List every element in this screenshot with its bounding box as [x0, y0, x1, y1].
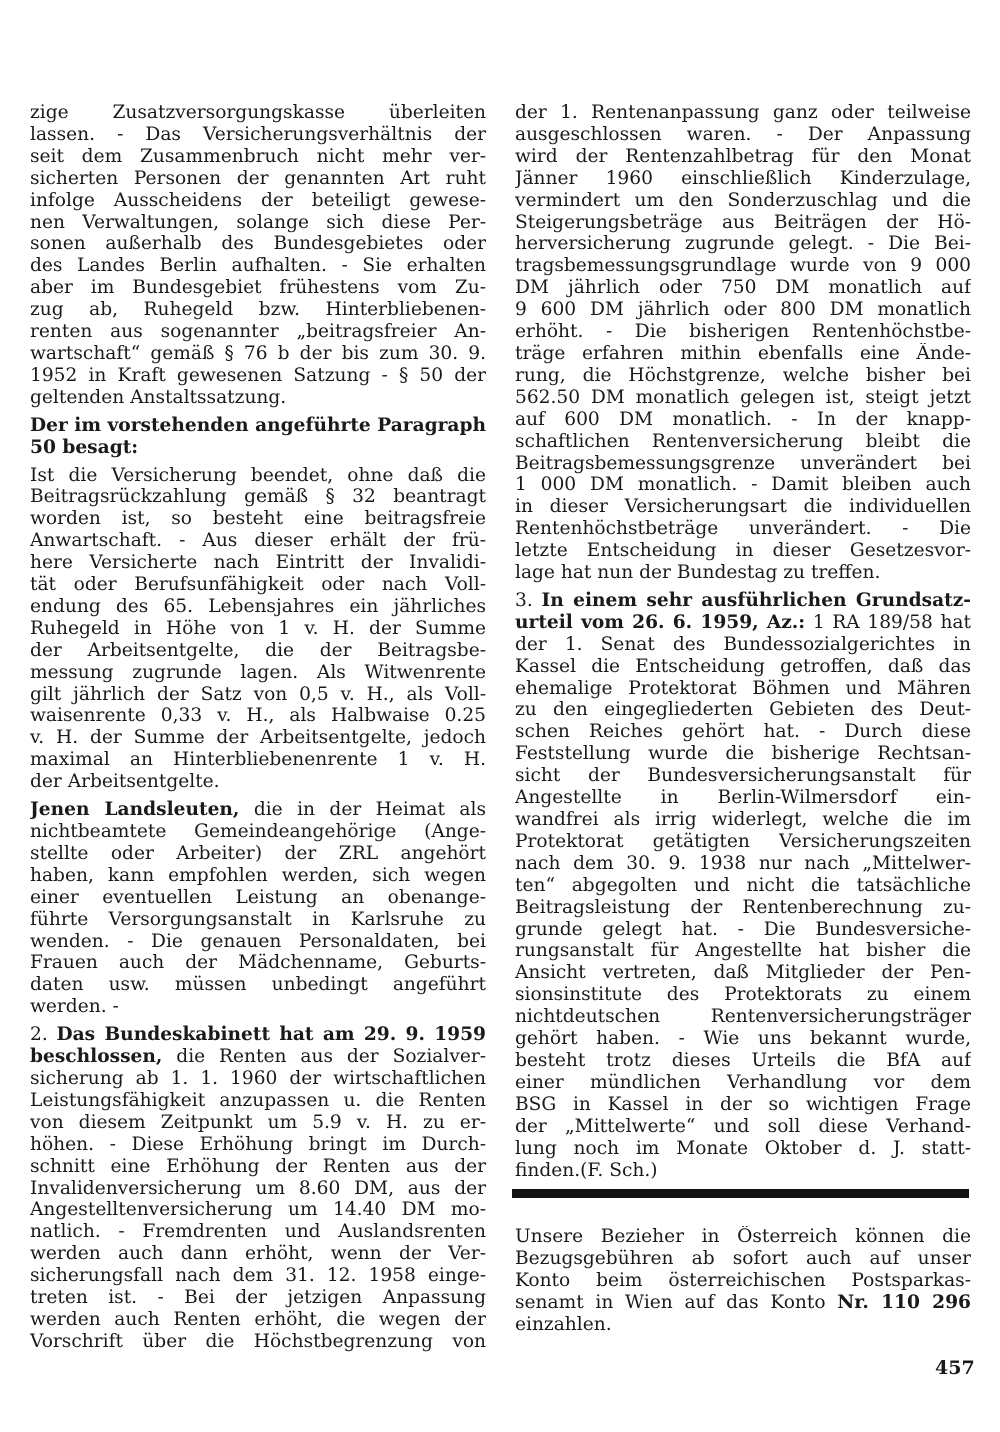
text-line: Ruhegeld in Höhe von 1 v. H. der Summe: [30, 617, 486, 639]
item-number: 3.: [515, 589, 542, 611]
text-line: der Arbeitsentgelte.: [30, 771, 220, 793]
text-line: Angestelltenversicherung um 14.40 DM mo-: [30, 1199, 486, 1221]
right-column: [515, 102, 971, 1187]
text-line: tät oder Berufsunfähigkeit oder nach Voll-: [30, 574, 486, 596]
text-line: sicherungsfall nach dem 31. 12. 1958 einge-: [30, 1265, 486, 1287]
text-line: lassen. - Das Versicherungsverhältnis der: [30, 123, 486, 145]
text-line: werden auch dann erhöht, wenn der Ver-: [30, 1243, 486, 1265]
text-line: Bezugsgebühren ab sofort auch auf unser: [515, 1247, 971, 1269]
text-line: Steigerungsbeträge aus Beiträgen der Hö-: [515, 211, 971, 233]
text-line: lage hat nun der Bundestag zu treffen.: [515, 562, 881, 584]
paragraph-left-1: [30, 102, 486, 409]
text-line: Frauen auch der Mädchenname, Geburts-: [30, 952, 486, 974]
text-line: Vorschrift über die Höchstbegrenzung von: [30, 1330, 486, 1352]
text-line: rungsanstalt für Angestellte hat bisher die: [515, 940, 971, 962]
text-line: [515, 612, 971, 634]
text-line: natlich. - Fremdrenten und Auslandsrenten: [30, 1221, 486, 1243]
lead-landsleuten: Jenen Landsleuten,: [30, 799, 240, 821]
text-line: Der im vorstehenden angeführte Paragraph: [30, 414, 486, 436]
text-line: messung zugrunde lagen. Als Witwenrente: [30, 661, 486, 683]
text-fragment: 1 RA 189/58 hat: [805, 611, 971, 633]
text-line: des Landes Berlin aufhalten. - Sie erhalten: [30, 255, 486, 277]
left-column: [30, 102, 486, 1359]
text-line: 562.50 DM monatlich gelegen ist, steigt jetzt: [515, 386, 971, 408]
paragraph-heading-paragraph-50: [30, 415, 486, 459]
text-line: waisenrente 0,33 v. H., als Halbwaise 0.25: [30, 705, 486, 727]
text-line: nen Verwaltungen, solange sich diese Per-: [30, 211, 486, 233]
paragraph-right-1: [515, 102, 971, 584]
text-line: herversicherung zugrunde gelegt. - Die Bei-: [515, 233, 971, 255]
text-line: daten usw. müssen unbedingt angeführt: [30, 974, 486, 996]
item-number: 2.: [30, 1024, 57, 1046]
text-line: Anwartschaft. - Aus dieser erhält der frü-: [30, 530, 486, 552]
text-line: träge erfahren mithin ebenfalls eine Ände-: [515, 342, 971, 364]
text-line: lung noch im Monate Oktober d. J. statt-: [515, 1137, 971, 1159]
text-fragment: die in der Heimat als: [239, 799, 486, 821]
text-line: wenden. - Die genauen Personaldaten, bei: [30, 930, 486, 952]
text-fragment: senamt in Wien auf das Konto: [515, 1291, 838, 1313]
text-line: einer eventuellen Leistung an obenange-: [30, 886, 486, 908]
lead-beschlossen: beschlossen,: [30, 1046, 163, 1068]
text-line: Beitragsleistung der Rentenberechnung zu-: [515, 896, 971, 918]
paragraph-left-4-body: [30, 1068, 486, 1353]
text-line: renten aus sogenannter „beitragsfreier An-: [30, 321, 486, 343]
text-line: v. H. der Summe der Arbeitsentgelte, jedoch: [30, 727, 486, 749]
text-line: der 1. Senat des Bundessozialgerichtes in: [515, 633, 971, 655]
text-line: aber im Bundesgebiet frühestens vom Zu-: [30, 277, 486, 299]
text-line: Protektorat getätigten Versicherungszeiten: [515, 830, 971, 852]
text-line: Rentenhöchstbeträge unverändert. - Die: [515, 518, 971, 540]
text-line: 9 600 DM jährlich oder 800 DM monatlich: [515, 299, 971, 321]
text-line: nichtbeamtete Gemeindeangehörige (Ange-: [30, 821, 486, 842]
text-line: Angestellte in Berlin-Wilmersdorf ein-: [515, 787, 971, 809]
text-line: [515, 590, 971, 612]
text-line: geltenden Anstaltssatzung.: [30, 386, 287, 408]
text-line: der 1. Rentenanpassung ganz oder teilweise: [515, 102, 971, 123]
lead-urteil-date: urteil vom 26. 6. 1959, Az.:: [515, 611, 806, 633]
text-line: ehemalige Protektorat Böhmen und Mähren: [515, 677, 971, 699]
text-line: infolge Ausscheidens der beteiligt gewese-: [30, 189, 486, 211]
text-line: nach dem 30. 9. 1938 nur nach „Mittelwer-: [515, 852, 971, 874]
text-line: 1 000 DM monatlich. - Damit bleiben auch: [515, 474, 971, 496]
text-line: von diesem Zeitpunkt um 5.9 v. H. zu er-: [30, 1111, 486, 1133]
text-line: zug ab, Ruhegeld bzw. Hinterbliebenen-: [30, 299, 486, 321]
text-line: sicherten Personen der genannten Art ruht: [30, 167, 486, 189]
text-line: der Arbeitsentgelte, die der Beitragsbe-: [30, 639, 486, 661]
text-line: einzahlen.: [515, 1313, 612, 1335]
text-line: maximal an Hinterbliebenenrente 1 v. H.: [30, 749, 486, 771]
text-line: schaftlichen Rentenversicherung bleibt die: [515, 430, 971, 452]
text-line: haben, kann empfohlen werden, sich wegen: [30, 864, 486, 886]
text-line: [30, 1024, 486, 1046]
text-line: führte Versorgungsanstalt in Karlsruhe zu: [30, 908, 486, 930]
text-line: einer mündlichen Verhandlung vor dem: [515, 1071, 971, 1093]
paragraph-left-3: [30, 799, 486, 1018]
lead-grundsatzurteil: In einem sehr ausführlichen Grundsatz-: [541, 589, 971, 611]
text-line: Beitragsbemessungsgrenze unverändert bei: [515, 452, 971, 474]
text-line: Unsere Bezieher in Österreich können die: [515, 1226, 971, 1247]
text-line: Konto beim österreichischen Postsparkas-: [515, 1269, 971, 1291]
text-line: vermindert um den Sonderzuschlag und die: [515, 189, 971, 211]
text-line: Kassel die Entscheidung getroffen, daß das: [515, 655, 971, 677]
text-line: sicherung ab 1. 1. 1960 der wirtschaftlichen: [30, 1067, 486, 1089]
text-line: zu den eingegliederten Gebieten des Deut-: [515, 699, 971, 721]
text-fragment: finden.: [515, 1159, 581, 1181]
paragraph-right-2: [515, 590, 971, 1181]
text-fragment: die Renten aus der Sozialver-: [162, 1046, 486, 1068]
paragraph-left-2: [30, 465, 486, 794]
divider-rule: [512, 1189, 969, 1198]
text-line: DM jährlich oder 750 DM monatlich auf: [515, 277, 971, 299]
text-line: Ist die Versicherung beendet, ohne daß die: [30, 464, 486, 486]
text-line: schen Reiches gehört hat. - Durch diese: [515, 721, 971, 743]
text-line: zige Zusatzversorgungskasse überleiten: [30, 102, 486, 123]
text-line: gehört haben. - Wie uns bekannt wurde,: [515, 1028, 971, 1050]
text-line: sicht der Bundesversicherungsanstalt für: [515, 765, 971, 787]
text-line: Jänner 1960 einschließlich Kinderzulage,: [515, 167, 971, 189]
text-line: gilt jährlich der Satz von 0,5 v. H., als Voll-: [30, 683, 486, 705]
text-line: [515, 1292, 971, 1314]
text-line: endung des 65. Lebensjahres ein jährliches: [30, 595, 486, 617]
paragraph-left-4: [30, 1024, 486, 1353]
text-line: höhen. - Diese Erhöhung bringt im Durch-: [30, 1133, 486, 1155]
text-line: in dieser Versicherungsart die individuellen: [515, 496, 971, 518]
text-line: [30, 799, 486, 821]
text-line: ten“ abgegolten und nicht die tatsächliche: [515, 874, 971, 896]
author-signature: (F. Sch.): [580, 1159, 658, 1181]
text-line: werden. -: [30, 996, 119, 1018]
text-line: Leistungsfähigkeit anzupassen u. die Renten: [30, 1089, 486, 1111]
text-line: der „Mittelwerte“ und soll diese Verhand-: [515, 1115, 971, 1137]
text-line: [30, 1046, 486, 1068]
text-line: erhöht. - Die bisherigen Rentenhöchstbe-: [515, 321, 971, 343]
text-line: sonen außerhalb des Bundesgebietes oder: [30, 233, 486, 255]
text-line: wartschaft“ gemäß § 76 b der bis zum 30. 9.: [30, 342, 486, 364]
text-line: Beitragsrückzahlung gemäß § 32 beantragt: [30, 486, 486, 508]
text-line: besteht trotz dieses Urteils die BfA auf: [515, 1049, 971, 1071]
closing-line: [515, 1160, 971, 1182]
text-line: wird der Rentenzahlbetrag für den Monat: [515, 145, 971, 167]
text-line: wandfrei als irrig widerlegt, welche die im: [515, 809, 971, 830]
text-line: worden ist, so besteht eine beitragsfreie: [30, 508, 486, 530]
text-line: here Versicherte nach Eintritt der Invalidi-: [30, 552, 486, 574]
text-line: ausgeschlossen waren. - Der Anpassung: [515, 123, 971, 145]
paragraph-right-2-body: [515, 634, 971, 1160]
text-line: BSG in Kassel in der so wichtigen Frage: [515, 1093, 971, 1115]
notice-body: [515, 1226, 971, 1292]
text-line: seit dem Zusammenbruch nicht mehr ver-: [30, 145, 486, 167]
text-line: stellte oder Arbeiter) der ZRL angehört: [30, 842, 486, 864]
account-number: Nr. 110 296: [837, 1291, 971, 1313]
text-line: sionsinstitute des Protektorats zu einem: [515, 984, 971, 1006]
text-line: werden auch Renten erhöht, die wegen der: [30, 1308, 486, 1330]
text-line: rung, die Höchstgrenze, welche bisher bei: [515, 364, 971, 386]
text-line: nichtdeutschen Rentenversicherungsträger: [515, 1006, 971, 1028]
page-number: 457: [935, 1357, 975, 1379]
text-line: 1952 in Kraft gewesenen Satzung - § 50 der: [30, 364, 486, 386]
lead-bundeskabinett: Das Bundeskabinett hat am 29. 9. 1959: [56, 1024, 486, 1046]
text-line: Feststellung wurde die bisherige Rechtsan-: [515, 743, 971, 765]
text-line: treten ist. - Bei der jetzigen Anpassung: [30, 1287, 486, 1309]
text-line: Invalidenversicherung um 8.60 DM, aus der: [30, 1177, 486, 1199]
text-line: auf 600 DM monatlich. - In der knapp-: [515, 408, 971, 430]
paragraph-left-3-body: [30, 821, 486, 1018]
text-line: Ansicht vertreten, daß Mitglieder der Pen-: [515, 962, 971, 984]
text-line: grunde gelegt hat. - Die Bundesversiche-: [515, 918, 971, 940]
text-line: schnitt eine Erhöhung der Renten aus der: [30, 1155, 486, 1177]
text-line: 50 besagt:: [30, 436, 139, 458]
text-line: letzte Entscheidung in dieser Gesetzesvor-: [515, 540, 971, 562]
text-line: tragsbemessungsgrundlage wurde von 9 000: [515, 255, 971, 277]
subscriber-notice: [515, 1226, 971, 1336]
